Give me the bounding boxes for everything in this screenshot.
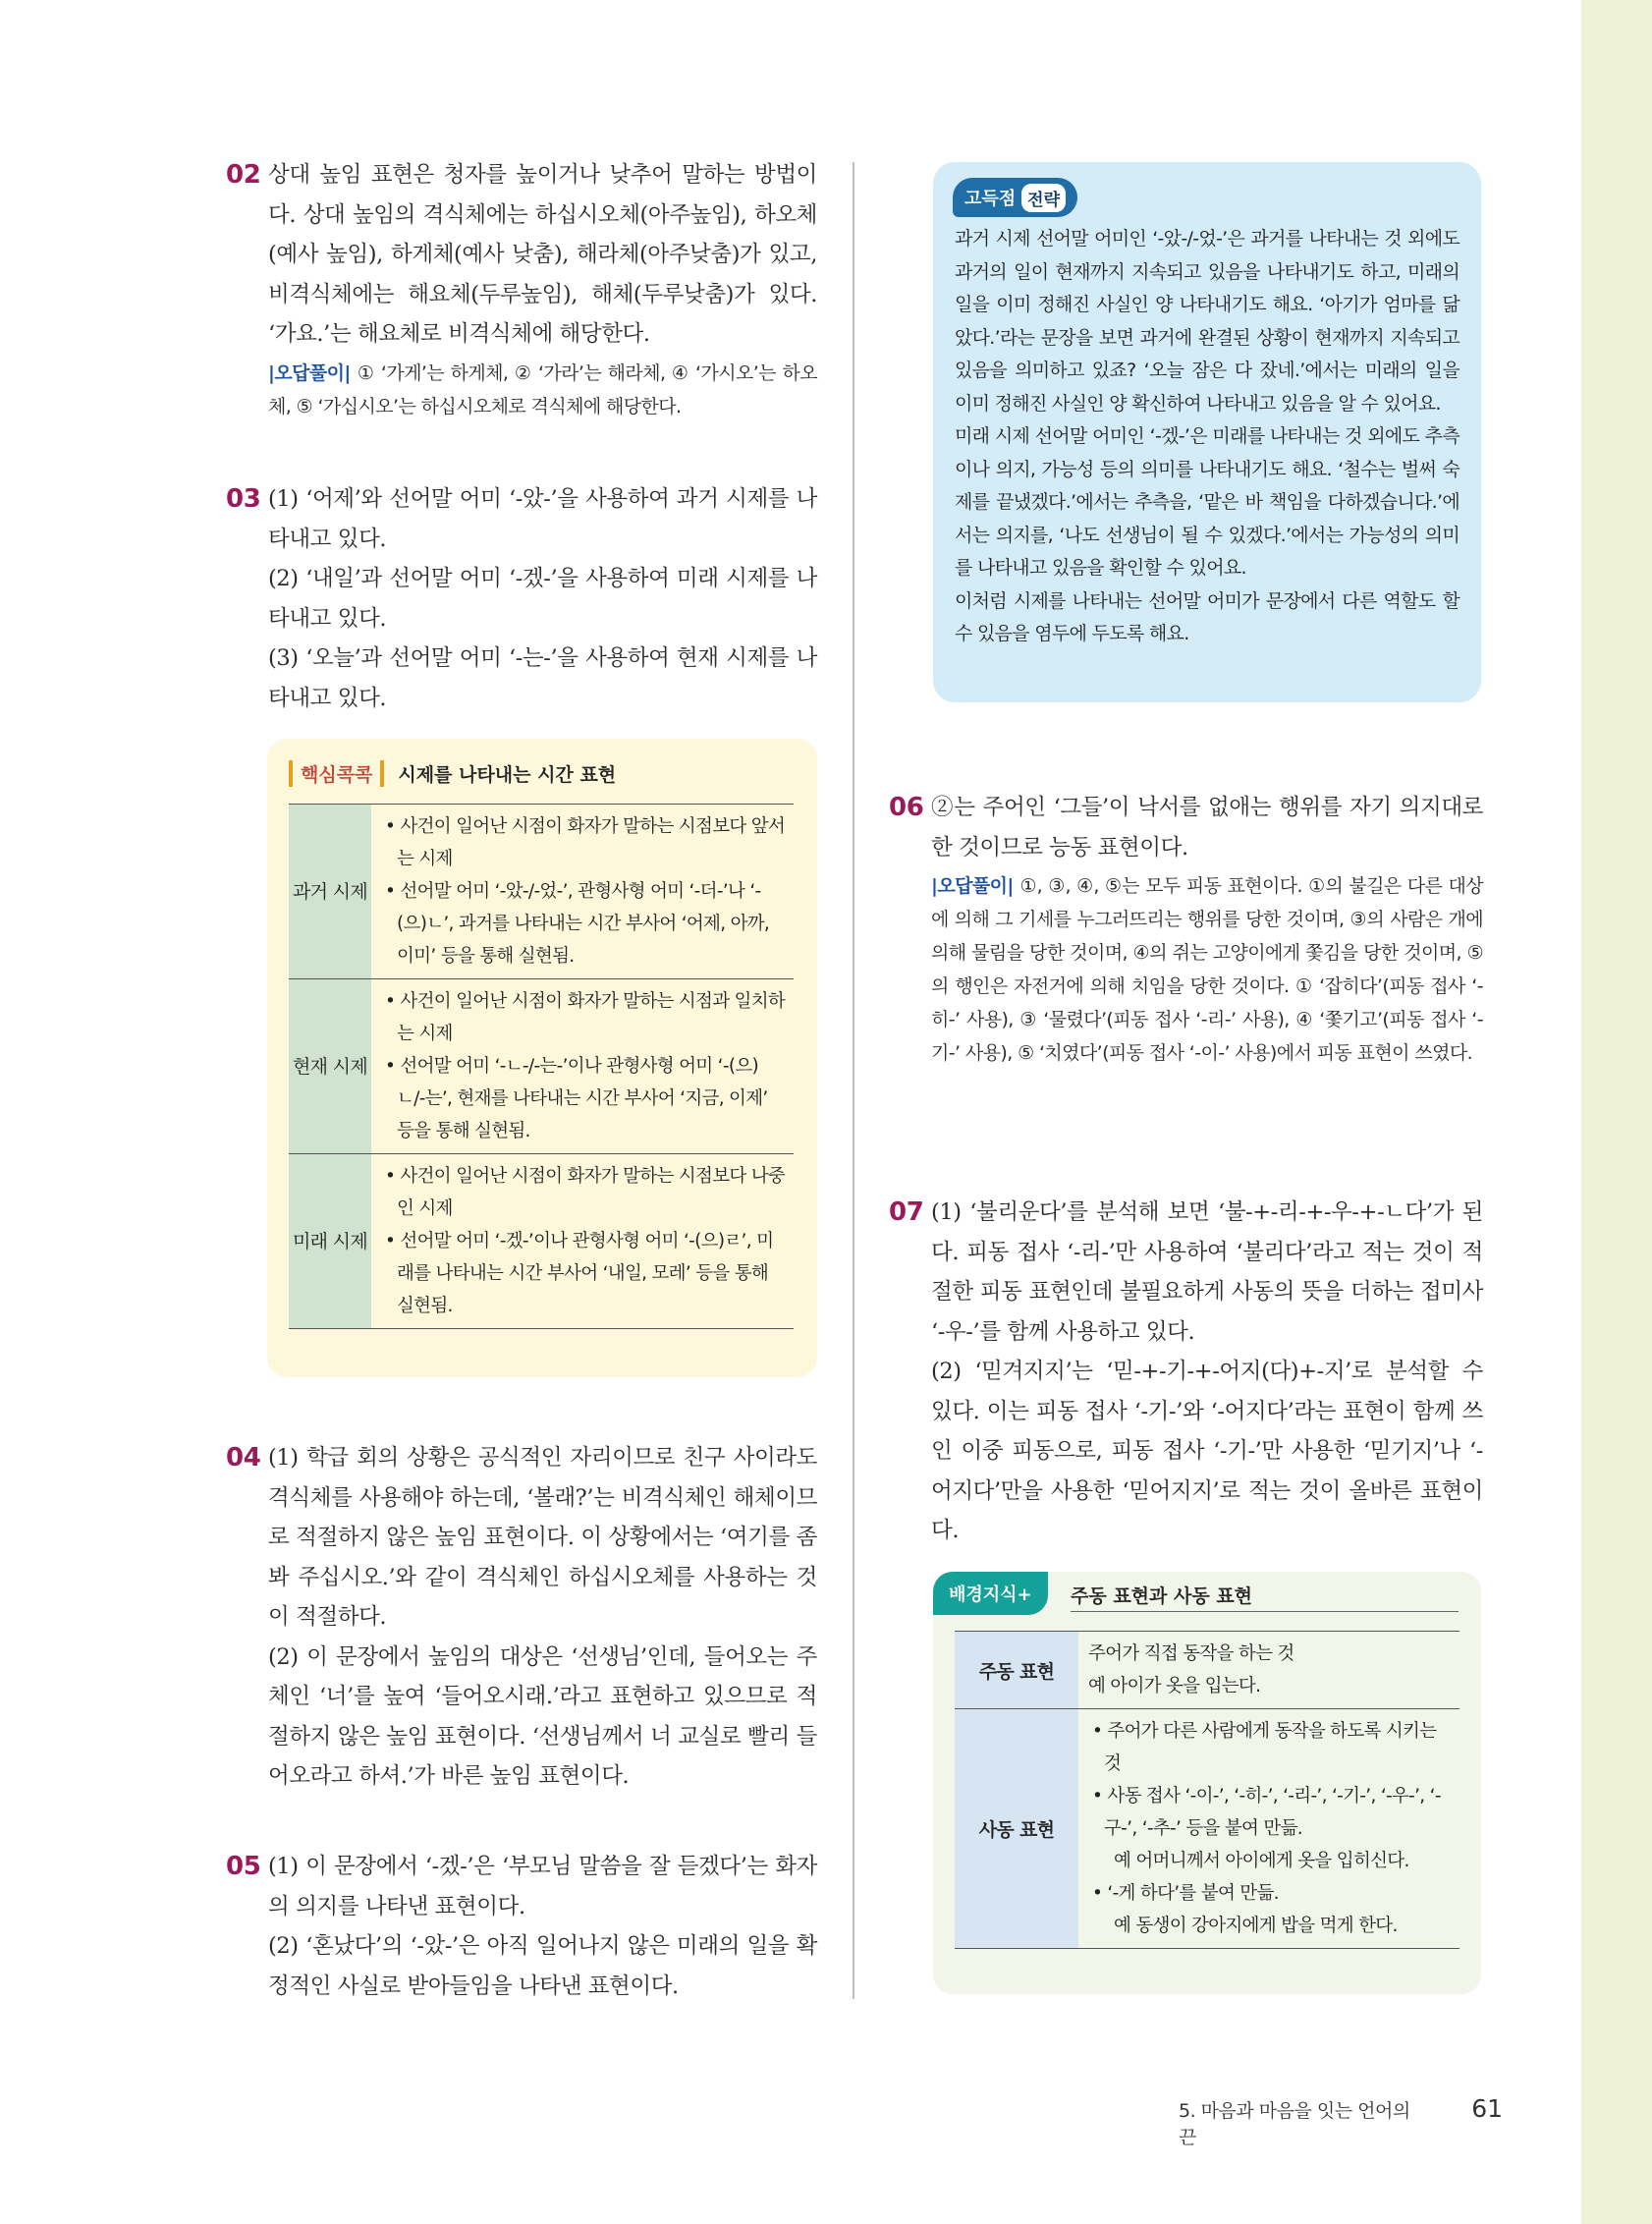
- title-rule: [1071, 1611, 1459, 1612]
- definition: 주어가 직접 동작을 하는 것: [1088, 1643, 1294, 1664]
- answer-04: [226, 1438, 817, 1797]
- bullet: • 사건이 일어난 시점이 화자가 말하는 시점보다 나중인 시제: [385, 1166, 786, 1219]
- answer-06: [889, 788, 1483, 1070]
- row-content: [1078, 1632, 1459, 1709]
- key-point-header: [289, 760, 616, 787]
- answer-part-2: (2) 이 문장에서 높임의 대상은 ‘선생님’인데, 들어오는 주체인 ‘너’를 높여 ‘들어오시래.’라고 표현하고 있으므로 적절하지 않은 높임 표현이다. ‘선생님께서 너 교실로 빨리 들어오라고 하셔.’가 바른 높임 표현이다.: [268, 1643, 817, 1789]
- page-side-band: [1581, 0, 1652, 2224]
- background-knowledge-box: [933, 1572, 1481, 1994]
- bullet: • 주어가 다른 사람에게 동작을 하도록 시키는 것: [1092, 1721, 1437, 1774]
- answer-part-3: (3) ‘오늘’과 선어말 어미 ‘-는-’을 사용하여 현재 시제를 나타내고 있다.: [268, 645, 817, 711]
- background-title: 주동 표현과 사동 표현: [1071, 1585, 1253, 1607]
- question-number: 03: [226, 484, 261, 514]
- answer-part-1: (1) 학급 회의 상황은 공식적인 자리이므로 친구 사이라도 격식체를 사용해야 하는데, ‘볼래?’는 비격식체인 해체이므로 적절하지 않은 높임 표현이다. 이 상황에서는 ‘여기를 좀 봐 주십시오.’와 같이 격식체인 하십시오체를 사용하는 것이 적절하다.: [268, 1445, 817, 1630]
- chapter-title: 5. 마음과 마음을 잇는 언어의 끈: [1179, 2100, 1410, 2148]
- page-number: 61: [1471, 2094, 1503, 2123]
- table-row: [955, 1632, 1459, 1709]
- wrong-answer-explanation: [889, 869, 1483, 1070]
- strategy-paragraph: 이처럼 시제를 나타내는 선어말 어미가 문장에서 다른 역할도 할 수 있음을 염두에 두도록 해요.: [955, 589, 1459, 644]
- table-row: [289, 805, 794, 979]
- wrong-answer-badge: |오답풀이|: [268, 361, 351, 384]
- answer-07: [889, 1193, 1483, 1551]
- answer-05: [226, 1847, 817, 2006]
- strategy-tag-sub: 전략: [1021, 184, 1066, 212]
- column-divider: [853, 162, 854, 1999]
- wrong-answer-explanation: [226, 357, 817, 423]
- table-row: [289, 979, 794, 1154]
- wrong-answer-note: ① ‘가게’는 하게체, ② ‘가라’는 해라체, ④ ‘가시오’는 하오체, ⑤ ‘가십시오’는 하십시오체로 격식체에 해당한다.: [268, 361, 817, 417]
- strategy-paragraph: 미래 시제 선어말 어미인 ‘-겠-’은 미래를 나타내는 것 외에도 추측이나 의지, 가능성 등의 의미를 나타내기도 해요. ‘철수는 벌써 숙제를 끝냈겠다.’에서는 추측을, ‘맡은 바 책임을 다하겠습니다.’에서는 의지를, ‘나도 선생님이 될 수 있겠다.’에서는 가능성의 의미를 나타내고 있음을 확인할 수 있어요.: [955, 425, 1459, 579]
- row-label: 주동 표현: [955, 1632, 1078, 1709]
- wrong-answer-badge: |오답풀이|: [931, 875, 1014, 897]
- bullet: • 사동 접사 ‘-이-’, ‘-히-’, ‘-리-’, ‘-기-’, ‘-우-’, ‘-구-’, ‘-추-’ 등을 붙여 만듦.: [1092, 1786, 1441, 1839]
- bullet: • 선어말 어미 ‘-ㄴ-/-는-’이나 관형사형 어미 ‘-(으)ㄴ/-는’, 현재를 나타내는 시간 부사어 ‘지금, 이제’ 등을 통해 실현됨.: [385, 1056, 768, 1141]
- bullet: • 선어말 어미 ‘-았-/-었-’, 관형사형 어미 ‘-더-’나 ‘-(으)ㄴ’, 과거를 나타내는 시간 부사어 ‘어제, 아까, 이미’ 등을 통해 실현됨.: [385, 881, 770, 967]
- strategy-paragraph: 과거 시제 선어말 어미인 ‘-았-/-었-’은 과거를 나타내는 것 외에도 과거의 일이 현재까지 지속되고 있음을 나타내기도 하고, 미래의 일을 이미 정해진 사실인 양 나타내기도 해요. ‘아기가 엄마를 닮았다.’라는 문장을 보면 과거에 완결된 상황이 현재까지 지속되고 있음을 의미하고 있죠? ‘오늘 잠은 다 잤네.’에서는 미래의 일을 이미 정해진 사실인 양 확신하여 나타내고 있음을 알 수 있어요.: [955, 228, 1459, 415]
- answer-part-2: (2) ‘혼났다’의 ‘-았-’은 아직 일어나지 않은 미래의 일을 확정적인 사실로 받아들임을 나타낸 표현이다.: [268, 1933, 817, 1999]
- example: 예 동생이 강아지에게 밥을 먹게 한다.: [1114, 1916, 1398, 1936]
- question-number: 04: [226, 1443, 261, 1473]
- question-number: 07: [889, 1197, 924, 1227]
- voice-table: [955, 1631, 1459, 1949]
- answer-text: 상대 높임 표현은 청자를 높이거나 낮추어 말하는 방법이다. 상대 높임의 격식체에는 하십시오체(아주높임), 하오체(예사 높임), 하게체(예사 낮춤), 해라체(아주낮춤)가 있고, 비격식체에는 해요체(두루높임), 해체(두루낮춤)가 있다. ‘가요.’는 해요체로 비격식체에 해당한다.: [268, 162, 817, 347]
- question-number: 05: [226, 1852, 261, 1881]
- strategy-body: [955, 223, 1459, 651]
- row-content: [371, 979, 794, 1154]
- key-point-tag: 핵심콕콕: [289, 760, 384, 787]
- answer-part-1: (1) 이 문장에서 ‘-겠-’은 ‘부모님 말씀을 잘 듣겠다’는 화자의 의지를 나타낸 표현이다.: [268, 1854, 817, 1919]
- row-content: [371, 1154, 794, 1329]
- answer-02: [226, 155, 817, 423]
- table-row: [289, 1154, 794, 1329]
- question-number: 02: [226, 160, 261, 190]
- bullet: • 사건이 일어난 시점이 화자가 말하는 시점보다 앞서는 시제: [385, 816, 786, 869]
- answer-part-2: (2) ‘믿겨지지’는 ‘믿-+-기-+-어지(다)+-지’로 분석할 수 있다. 이는 피동 접사 ‘-기-’와 ‘-어지다’라는 표현이 함께 쓰인 이중 피동으로, 피동 접사 ‘-기-’만 사용한 ‘믿기지’나 ‘-어지다’만을 사용한 ‘믿어지지’로 적는 것이 올바른 표현이다.: [931, 1359, 1483, 1543]
- answer-03: [226, 479, 817, 718]
- wrong-answer-note: ①, ③, ④, ⑤는 모두 피동 표현이다. ①의 불길은 다른 대상에 의해 그 기세를 누그러뜨리는 행위를 당한 것이며, ③의 사람은 개에 의해 물림을 당한 것이며, ④의 쥐는 고양이에게 쫓김을 당한 것이며, ⑤의 행인은 자전거에 의해 치임을 당한 것이다. ① ‘잡히다’(피동 접사 ‘-히-’ 사용), ③ ‘물렸다’(피동 접사 ‘-리-’ 사용), ④ ‘쫓기고’(피동 접사 ‘-기-’ 사용), ⑤ ‘치였다’(피동 접사 ‘-이-’ 사용)에서 피동 표현이 쓰였다.: [931, 875, 1483, 1064]
- strategy-tag-main: 고득점: [964, 189, 1017, 209]
- answer-part-1: (1) ‘불리운다’를 분석해 보면 ‘불-+-리-+-우-+-ㄴ다’가 된다. 피동 접사 ‘-리-’만 사용하여 ‘불리다’라고 적는 것이 적절한 피동 표현인데 불필요하게 사동의 뜻을 더하는 접미사 ‘-우-’를 함께 사용하고 있다.: [931, 1199, 1483, 1345]
- background-tag: 배경지식+: [933, 1572, 1048, 1615]
- key-point-box: [267, 739, 817, 1377]
- answer-text: ②는 주어인 ‘그들’이 낙서를 없애는 행위를 자기 의지대로 한 것이므로 능동 표현이다.: [931, 795, 1483, 861]
- strategy-box: [933, 162, 1481, 702]
- answer-part-1: (1) ‘어제’와 선어말 어미 ‘-았-’을 사용하여 과거 시제를 나타내고 있다.: [268, 486, 817, 552]
- row-label: 과거 시제: [289, 805, 371, 979]
- tense-table: [289, 804, 794, 1329]
- row-content: [1078, 1709, 1459, 1949]
- strategy-tag: [953, 178, 1077, 217]
- bullet: • 사건이 일어난 시점이 화자가 말하는 시점과 일치하는 시제: [385, 991, 786, 1044]
- bullet: • 선어말 어미 ‘-겠-’이나 관형사형 어미 ‘-(으)ㄹ’, 미래를 나타내는 시간 부사어 ‘내일, 모레’ 등을 통해 실현됨.: [385, 1231, 774, 1316]
- row-label: 사동 표현: [955, 1709, 1078, 1949]
- table-row: [955, 1709, 1459, 1949]
- example: 예 어머니께서 아이에게 옷을 입히신다.: [1114, 1851, 1409, 1871]
- question-number: 06: [889, 793, 924, 822]
- key-point-title: 시제를 나타내는 시간 표현: [398, 764, 617, 786]
- example: 예 아이가 옷을 입는다.: [1088, 1676, 1261, 1696]
- bullet: • ‘-게 하다’를 붙여 만듦.: [1092, 1883, 1279, 1904]
- answer-part-2: (2) ‘내일’과 선어말 어미 ‘-겠-’을 사용하여 미래 시제를 나타내고 있다.: [268, 566, 817, 632]
- row-label: 현재 시제: [289, 979, 371, 1154]
- row-label: 미래 시제: [289, 1154, 371, 1329]
- page-footer: [1179, 2094, 1503, 2149]
- row-content: [371, 805, 794, 979]
